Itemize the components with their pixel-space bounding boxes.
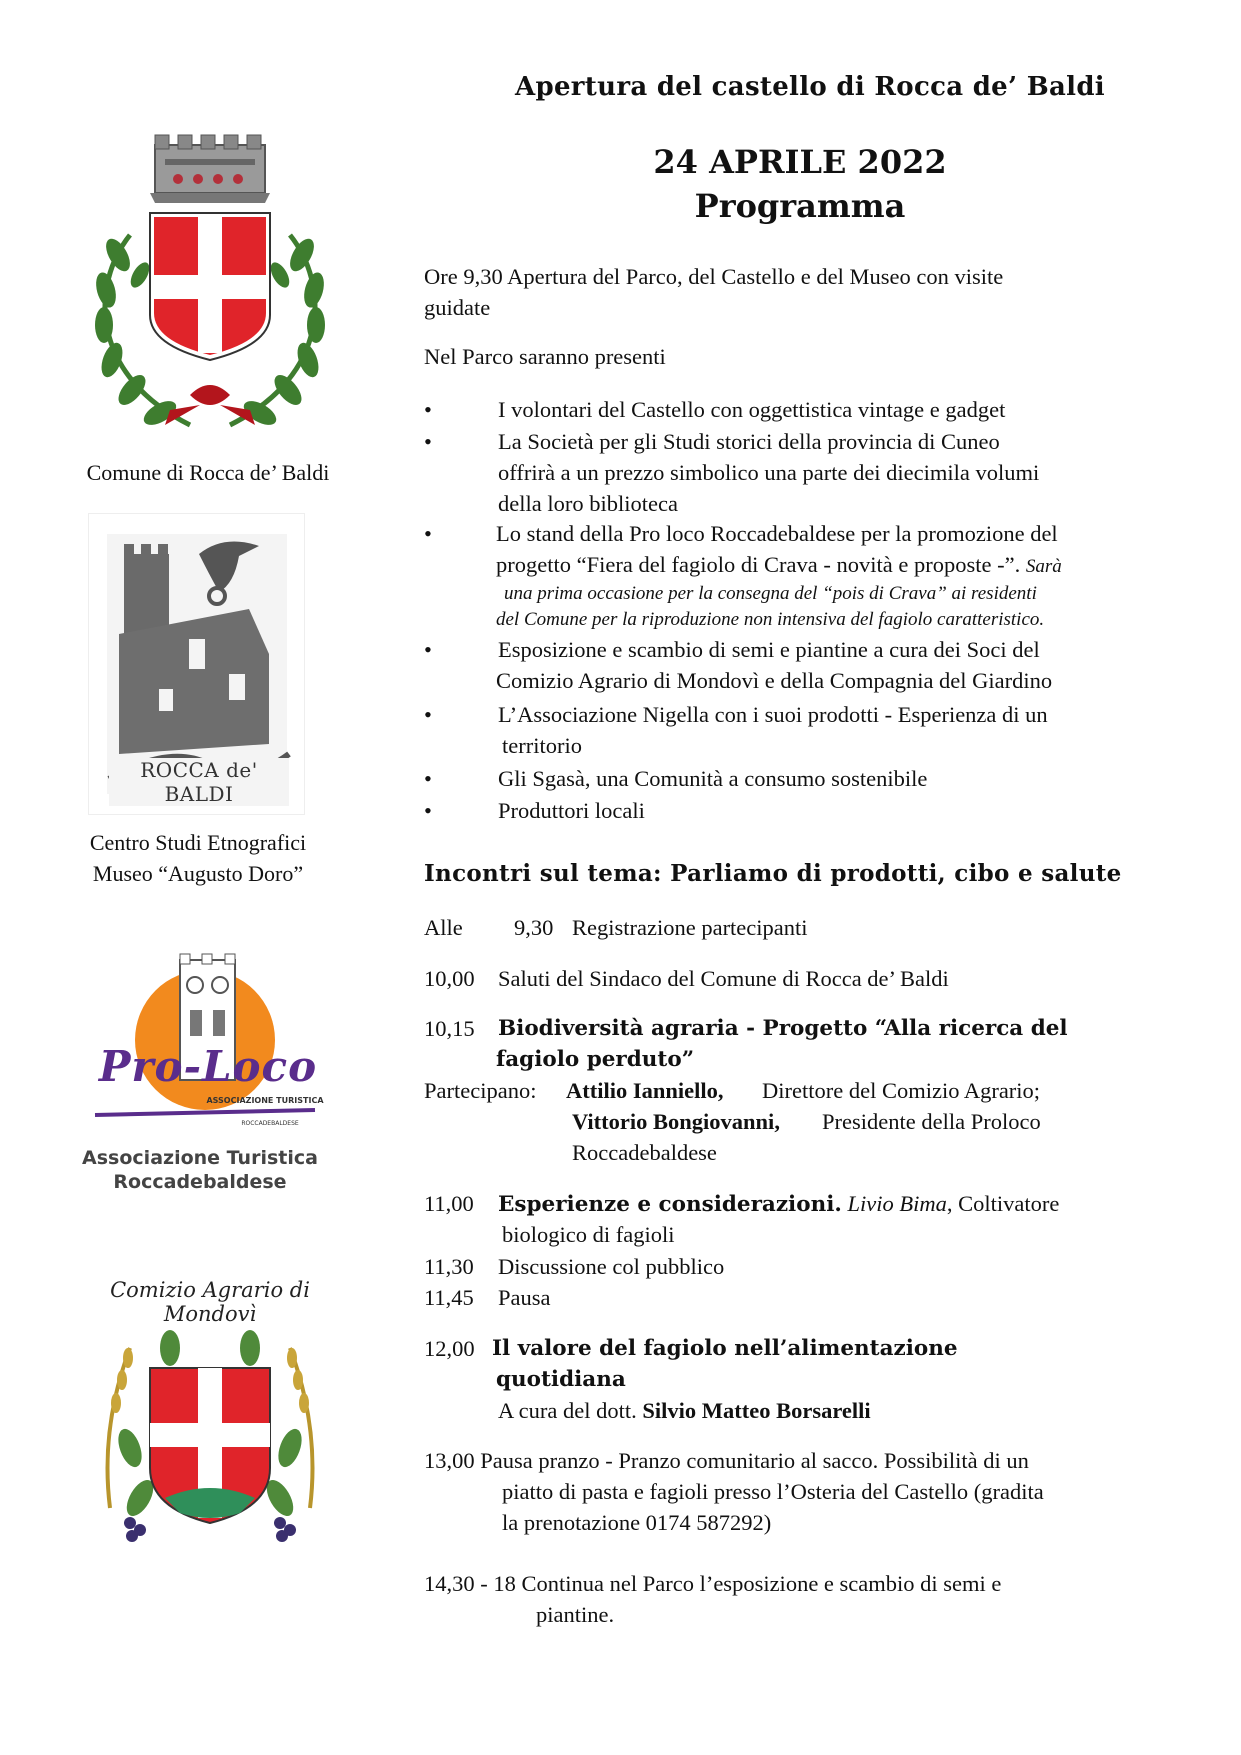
bullet-text: Produttori locali <box>498 798 645 823</box>
schedule-alle: Alle <box>424 915 463 940</box>
bullet-dot: • <box>424 766 432 791</box>
schedule-title: fagiolo perduto” <box>496 1047 695 1072</box>
schedule-title: quotidiana <box>496 1367 626 1392</box>
bullet-dot: • <box>424 637 432 662</box>
bullet-text: Esposizione e scambio di semi e piantine a cura dei Soci del <box>498 637 1040 662</box>
speaker-name: Silvio Matteo Borsarelli <box>642 1398 871 1423</box>
bullet-text-italic: del Comune per la riproduzione non intensiva del fagiolo caratteristico. <box>496 609 1045 630</box>
participant-role: Presidente della Proloco <box>822 1109 1041 1134</box>
schedule-text: Discussione col pubblico <box>498 1254 725 1279</box>
coat-of-arms-image <box>70 125 350 445</box>
schedule-text <box>498 1395 871 1426</box>
schedule-time: 9,30 <box>514 915 554 940</box>
speaker-role: , Coltivatore <box>946 1191 1060 1216</box>
event-title: Apertura del castello di Rocca de’ Baldi <box>515 72 1105 102</box>
proloco-small-text-2: ROCCADEBALDESE <box>241 1120 299 1127</box>
bullet-text: I volontari del Castello con oggettistica vintage e gadget <box>498 397 1006 422</box>
bullet-text: L’Associazione Nigella con i suoi prodotti - Esperienza di un <box>498 702 1048 727</box>
schedule-title: Biodiversità agraria - Progetto “Alla ricerca del <box>498 1016 1068 1041</box>
incontri-heading: Incontri sul tema: Parliamo di prodotti, cibo e salute <box>424 860 1122 887</box>
event-date: 24 APRILE 2022 <box>653 143 947 181</box>
bullet-text: La Società per gli Studi storici della provincia di Cuneo <box>498 429 1000 454</box>
bullet-dot: • <box>424 521 432 546</box>
rocca-museum-logo <box>88 513 305 815</box>
rocca-logo-text: ROCCA de' BALDI <box>109 758 289 806</box>
bullet-text-italic: Sarà <box>1025 556 1062 577</box>
bullet-text: Lo stand della Pro loco Roccadebaldese per la promozione del <box>496 521 1058 546</box>
bullet-text-main: progetto “Fiera del fagiolo di Crava - novità e proposte -”. <box>496 552 1021 577</box>
comizio-logo-text: Comizio Agrario di Mondovì <box>110 1278 310 1326</box>
participant-name: Attilio Ianniello, <box>566 1078 724 1103</box>
intro-line2: guidate <box>424 295 491 320</box>
proloco-caption-line2: Roccadebaldese <box>113 1171 287 1193</box>
bullet-text: territorio <box>502 733 582 758</box>
participants-label: Partecipano: <box>424 1078 537 1103</box>
schedule-time: 10,00 <box>424 966 475 991</box>
bullet-text-italic: una prima occasione per la consegna del “pois di Crava” ai residenti <box>504 583 1037 604</box>
schedule-time: 11,00 <box>424 1191 474 1216</box>
speaker-role: biologico di fagioli <box>502 1222 675 1247</box>
proloco-small-text-1: ASSOCIAZIONE TURISTICA <box>206 1096 324 1105</box>
bullet-dot: • <box>424 702 432 727</box>
cura-label: A cura del dott. <box>498 1398 637 1423</box>
comune-coat-of-arms <box>70 125 350 445</box>
museo-caption-line1: Centro Studi Etnografici <box>89 830 307 855</box>
proloco-logo <box>75 950 335 1135</box>
museo-caption-line2: Museo “Augusto Doro” <box>92 861 304 886</box>
schedule-text: piantine. <box>536 1602 615 1627</box>
proloco-caption-line1: Associazione Turistica <box>82 1147 318 1169</box>
bullet-text: Gli Sgasà, una Comunità a consumo sostenibile <box>498 766 928 791</box>
bullet-dot: • <box>424 397 432 422</box>
intro-line1: Ore 9,30 Apertura del Parco, del Castello e del Museo con visite <box>424 264 1004 289</box>
participant-name: Vittorio Bongiovanni, <box>572 1109 780 1134</box>
parco-intro: Nel Parco saranno presenti <box>424 344 666 369</box>
comune-caption: Comune di Rocca de’ Baldi <box>86 460 330 485</box>
bullet-text <box>496 549 1062 580</box>
schedule-text <box>498 1188 1059 1220</box>
schedule-time: 11,45 <box>424 1285 474 1310</box>
speaker-name: Livio Bima <box>847 1191 947 1216</box>
schedule-text: la prenotazione 0174 587292) <box>502 1510 772 1535</box>
schedule-title: Esperienze e considerazioni. <box>498 1192 842 1217</box>
schedule-time: 10,15 <box>424 1016 475 1041</box>
comizio-shield-icon <box>70 1308 350 1548</box>
schedule-time: 11,30 <box>424 1254 474 1279</box>
schedule-text: Saluti del Sindaco del Comune di Rocca de’ Baldi <box>498 966 949 991</box>
schedule-text: Pausa <box>498 1285 551 1310</box>
schedule-text: 14,30 - 18 Continua nel Parco l’esposizione e scambio di semi e <box>424 1571 1002 1596</box>
program-heading: Programma <box>694 187 906 225</box>
schedule-text: piatto di pasta e fagioli presso l’Osteria del Castello (gradita <box>502 1479 1044 1504</box>
participant-role: Direttore del Comizio Agrario; <box>762 1078 1041 1103</box>
schedule-text: Registrazione partecipanti <box>572 915 808 940</box>
proloco-logo-text: Pro-Loco <box>98 1042 318 1091</box>
schedule-title: Il valore del fagiolo nell’alimentazione <box>492 1336 958 1361</box>
participant-role: Roccadebaldese <box>572 1140 717 1165</box>
schedule-text: 13,00 Pausa pranzo - Pranzo comunitario al sacco. Possibilità di un <box>424 1448 1029 1473</box>
bullet-dot: • <box>424 798 432 823</box>
schedule-time: 12,00 <box>424 1336 475 1361</box>
comizio-logo <box>70 1278 350 1548</box>
bullet-text: Comizio Agrario di Mondovì e della Compagnia del Giardino <box>496 668 1053 693</box>
bullet-dot: • <box>424 429 432 454</box>
bullet-text: offrirà a un prezzo simbolico una parte dei diecimila volumi <box>498 460 1040 485</box>
bullet-text: della loro biblioteca <box>498 491 678 516</box>
